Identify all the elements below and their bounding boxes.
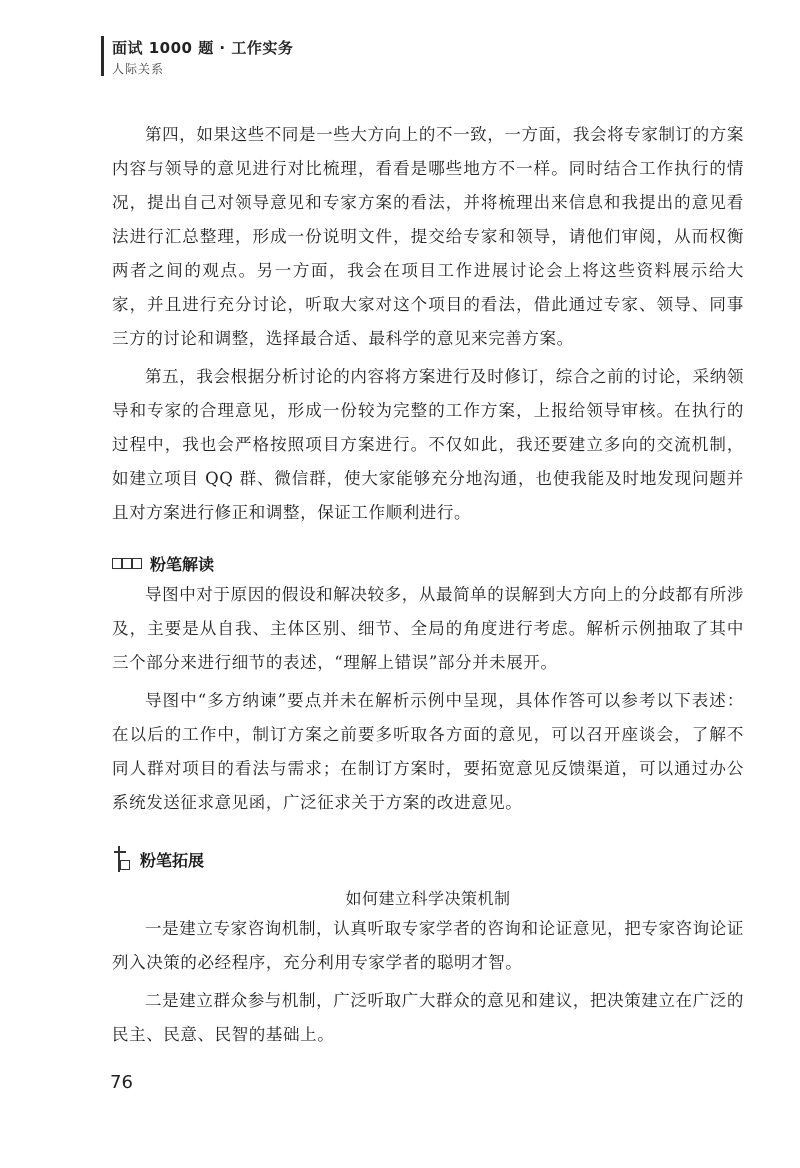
paragraph-point-four: 第四，如果这些不同是一些大方向上的不一致，一方面，我会将专家制订的方案内容与领导的意见进行对比梳理，看看是哪些地方不一样。同时结合工作执行的情况，提出自己对领导意见和专家方案的看法，并将梳理出来信息和我提出的意见看法进行汇总整理，形成一份说明文件，提交给专家和领导，请他们审阅，从而权衡两者之间的观点。另一方面，我会在项目工作进展讨论会上将这些资料展示给大家，并且进行充分讨论，听取大家对这个项目的看法，借此通过专家、领导、同事三方的讨论和调整，选择最合适、最科学的意见来完善方案。 bbox=[112, 125, 744, 348]
expansion-heading-text: 粉笔拓展 bbox=[140, 850, 205, 870]
page-number: 76 bbox=[110, 1072, 133, 1093]
expansion-block-title: 如何建立科学决策机制 bbox=[345, 889, 511, 908]
expansion-content bbox=[112, 912, 744, 1052]
main-content bbox=[112, 118, 744, 530]
running-header-subtitle: 人际关系 bbox=[112, 62, 165, 76]
interpretation-content bbox=[112, 578, 744, 820]
interpretation-heading-text: 粉笔解读 bbox=[150, 555, 215, 574]
expansion-paragraph: 一是建立专家咨询机制，认真听取专家学者的咨询和论证意见，把专家咨询论证列入决策的必经程序，充分利用专家学者的聪明才智。 bbox=[112, 919, 744, 972]
expansion-paragraph: 二是建立群众参与机制，广泛听取广大群众的意见和建议，把决策建立在广泛的民主、民意、民智的基础上。 bbox=[112, 991, 744, 1044]
paragraph-point-five: 第五，我会根据分析讨论的内容将方案进行及时修订，综合之前的讨论，采纳领导和专家的合理意见，形成一份较为完整的工作方案，上报给领导审核。在执行的过程中，我也会严格按照项目方案进行。不仅如此，我还要建立多向的交流机制，如建立项目 QQ 群、微信群，使大家能够充分地沟通，也使我能及时地发现问题并且对方案进行修正和调整，保证工作顺利进行。 bbox=[112, 367, 744, 522]
header-rule bbox=[101, 36, 104, 76]
expansion-heading bbox=[114, 846, 204, 872]
interpretation-heading bbox=[112, 552, 214, 575]
interpretation-paragraph: 导图中对于原因的假设和解决较多，从最简单的误解到大方向上的分歧都有所涉及，主要是从自我、主体区别、细节、全局的角度进行考虑。解析示例抽取了其中三个部分来进行细节的表述，“理解上错误”部分并未展开。 bbox=[112, 585, 744, 672]
bookmark-icon bbox=[114, 846, 128, 872]
interpretation-paragraph: 导图中“多方纳谏”要点并未在解析示例中呈现，具体作答可以参考以下表述：在以后的工作中，制订方案之前要多听取各方面的意见，可以召开座谈会，了解不同人群对项目的看法与需求；在制订方案时，要拓宽意见反馈渠道，可以通过办公系统发送征求意见函，广泛征求关于方案的改进意见。 bbox=[112, 691, 744, 812]
chalk-icon bbox=[112, 558, 142, 569]
running-header-title: 面试 1000 题 · 工作实务 bbox=[112, 39, 294, 57]
